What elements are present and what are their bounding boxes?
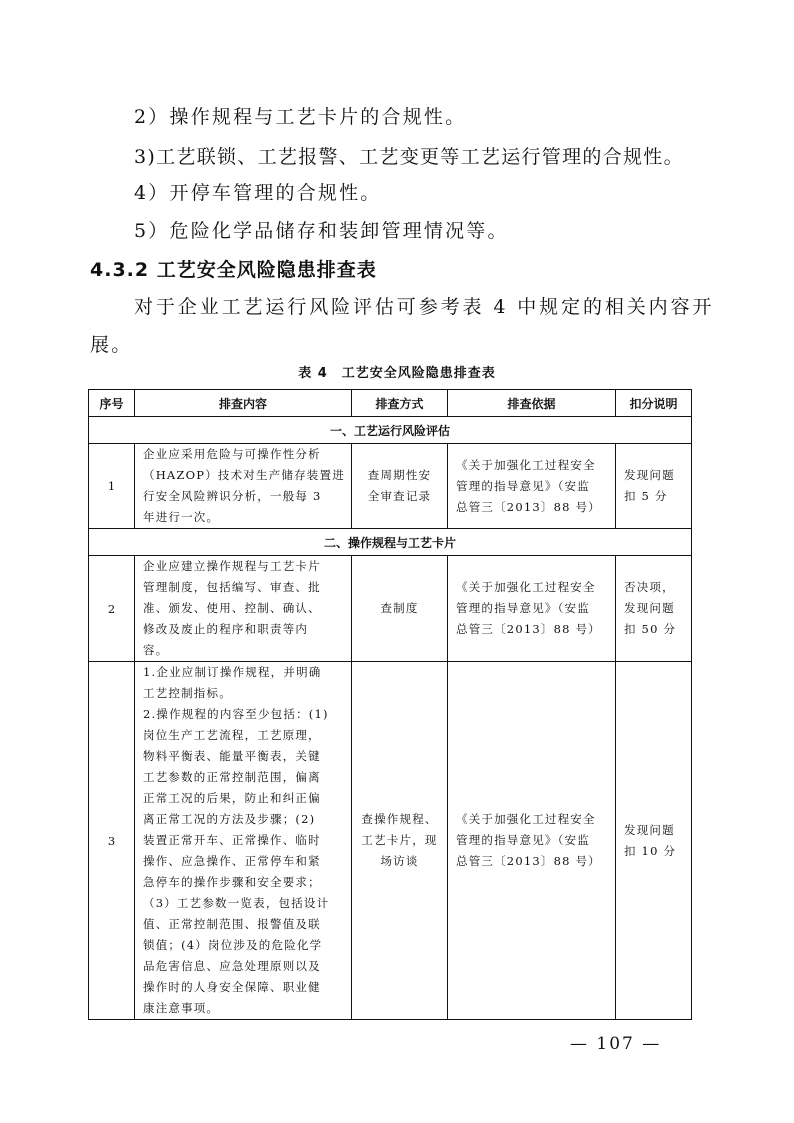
cell-basis xyxy=(448,662,616,1020)
cell-content xyxy=(135,556,352,662)
table-row xyxy=(89,556,692,662)
cell-content-line: 1.企业应制订操作规程，并明确 xyxy=(143,665,322,679)
header-content: 排查内容 xyxy=(135,390,352,417)
paragraph-item-3: 3)工艺联锁、工艺报警、工艺变更等工艺运行管理的合规性。 xyxy=(134,146,684,168)
cell-basis-line: 《关于加强化工过程安全 xyxy=(456,812,596,826)
cell-method-line: 全审查记录 xyxy=(367,489,432,503)
cell-method-line: 查制度 xyxy=(380,601,419,615)
cell-content-line: 容。 xyxy=(143,643,169,657)
cell-content xyxy=(135,662,352,1020)
header-method: 排查方式 xyxy=(352,390,448,417)
intro-line-2: 展。 xyxy=(90,334,133,356)
cell-deduction-line: 发现问题 xyxy=(624,468,675,482)
cell-deduction-line: 发现问题 xyxy=(624,822,675,837)
cell-content-line: 品危害信息、应急处理原则以及 xyxy=(143,959,321,973)
cell-content-line: 锁值；(4）岗位涉及的危险化学 xyxy=(143,938,323,952)
header-deduction: 扣分说明 xyxy=(616,390,692,417)
header-basis: 排查依据 xyxy=(448,390,616,417)
cell-content-line: 正常工况的后果，防止和纠正偏 xyxy=(143,791,321,805)
risk-checklist-table xyxy=(88,389,692,1020)
cell-content-line: （3）工艺参数一览表，包括设计 xyxy=(143,896,330,910)
cell-method xyxy=(352,662,448,1020)
cell-basis xyxy=(448,444,616,529)
cell-content-line: 岗位生产工艺流程，工艺原理， xyxy=(143,728,321,742)
cell-content-line: 离正常工况的方法及步骤；(2) xyxy=(143,812,316,826)
paragraph-item-5: 5）危险化学品储存和装卸管理情况等。 xyxy=(134,220,509,242)
cell-content-line: 准、颁发、使用、控制、确认、 xyxy=(143,601,321,615)
cell-basis-line: 《关于加强化工过程安全 xyxy=(456,580,596,594)
cell-method xyxy=(352,556,448,662)
section-row: 二、操作规程与工艺卡片 xyxy=(89,529,692,556)
cell-basis-line: 总管三〔2013〕88 号） xyxy=(456,622,601,636)
cell-content-line: 管理制度，包括编写、审查、批 xyxy=(143,580,321,594)
cell-content-line: 企业应建立操作规程与工艺卡片 xyxy=(143,559,321,573)
cell-content-line: 工艺参数的正常控制范围，偏离 xyxy=(143,770,321,784)
cell-content-line: （HAZOP）技术对生产储存装置进 xyxy=(143,468,345,482)
header-no: 序号 xyxy=(89,390,135,417)
page-number: — 107 — xyxy=(570,1034,662,1054)
table-caption: 表 4 工艺安全风险隐患排查表 xyxy=(298,366,496,381)
cell-deduction xyxy=(616,444,692,529)
cell-deduction xyxy=(616,556,692,662)
cell-content-line: 操作时的人身安全保障、职业健 xyxy=(143,980,321,994)
cell-content-line: 年进行一次。 xyxy=(143,510,220,524)
cell-content-line: 企业应采用危险与可操作性分析 xyxy=(143,447,321,461)
table-row xyxy=(89,444,692,529)
cell-content-line: 行安全风险辨识分析，一般每 3 xyxy=(143,489,322,503)
section-heading: 4.3.2 工艺安全风险隐患排查表 xyxy=(90,259,377,281)
cell-content-line: 工艺控制指标。 xyxy=(143,686,232,700)
paragraph-item-2: 2）操作规程与工艺卡片的合规性。 xyxy=(134,106,467,128)
cell-no: 2 xyxy=(89,556,135,662)
cell-method xyxy=(352,444,448,529)
cell-deduction-line: 扣 50 分 xyxy=(624,622,677,636)
cell-deduction xyxy=(616,662,692,1020)
intro-line-1: 对于企业工艺运行风险评估可参考表 4 中规定的相关内容开 xyxy=(134,296,715,318)
cell-method-line: 查周期性安 xyxy=(367,468,432,482)
cell-content-line: 修改及废止的程序和职责等内 xyxy=(143,622,309,636)
cell-deduction-line: 扣 5 分 xyxy=(624,489,668,503)
cell-content-line: 装置正常开车、正常操作、临时 xyxy=(143,833,321,847)
cell-content-line: 操作、应急操作、正常停车和紧 xyxy=(143,854,321,868)
cell-deduction-line: 扣 10 分 xyxy=(624,843,677,858)
cell-basis-line: 管理的指导意见》（安监 xyxy=(456,478,590,493)
cell-content-line: 物料平衡表、能量平衡表，关键 xyxy=(143,749,321,763)
cell-basis-line: 管理的指导意见》（安监 xyxy=(456,601,590,615)
cell-method-line: 场访谈 xyxy=(380,854,419,868)
cell-deduction-line: 否决项， xyxy=(624,580,675,594)
paragraph-item-4: 4）开停车管理的合规性。 xyxy=(134,182,382,204)
cell-method-line: 工艺卡片，现 xyxy=(361,833,438,847)
cell-content xyxy=(135,444,352,529)
cell-no: 3 xyxy=(89,662,135,1020)
table-row xyxy=(89,662,692,1020)
cell-basis xyxy=(448,556,616,662)
cell-basis-line: 管理的指导意见》（安监 xyxy=(456,833,590,847)
cell-basis-line: 总管三〔2013〕88 号） xyxy=(456,499,601,514)
cell-content-line: 急停车的操作步骤和安全要求； xyxy=(143,875,321,889)
table-header-row xyxy=(89,390,692,417)
cell-content-line: 值、正常控制范围、报警值及联 xyxy=(143,917,321,931)
cell-method-line: 查操作规程、 xyxy=(361,812,438,826)
cell-deduction-line: 发现问题 xyxy=(624,601,675,615)
cell-no: 1 xyxy=(89,444,135,529)
section-row: 一、工艺运行风险评估 xyxy=(89,417,692,444)
cell-content-line: 康注意事项。 xyxy=(143,1001,220,1015)
cell-basis-line: 总管三〔2013〕88 号） xyxy=(456,854,601,868)
cell-content-line: 2.操作规程的内容至少包括：(1) xyxy=(143,707,329,721)
cell-basis-line: 《关于加强化工过程安全 xyxy=(456,457,596,472)
